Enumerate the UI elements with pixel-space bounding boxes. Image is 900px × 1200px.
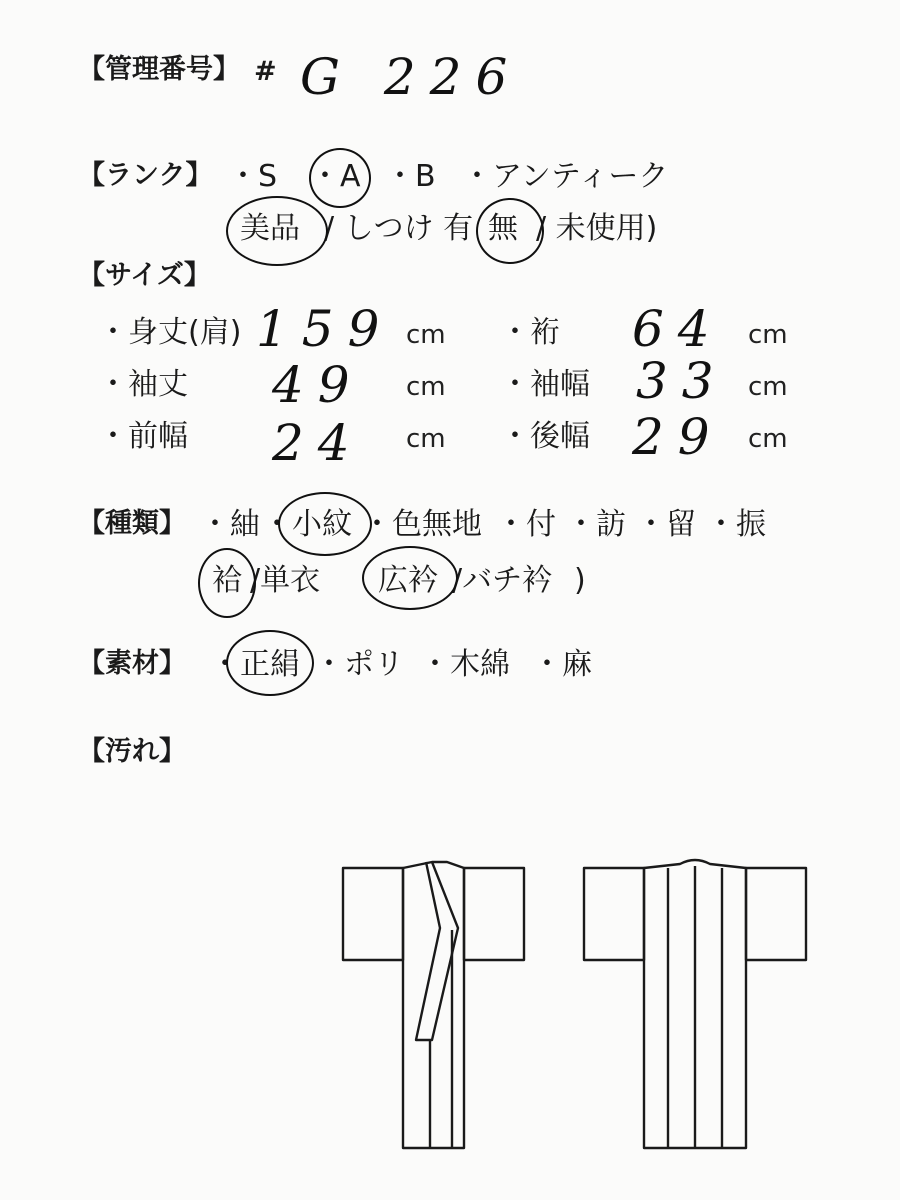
type-option-furi: ・振 [706, 507, 766, 542]
rank-condition-mint: 美品 [240, 211, 300, 246]
material-option-linen: ・麻 [532, 647, 592, 682]
size-name-sleeve-length: ・袖丈 [98, 367, 188, 402]
rank-option-a: ・A [310, 159, 361, 194]
size-name-yuki: ・裄 [500, 315, 560, 350]
size-name-sleeve-width: ・袖幅 [500, 367, 590, 402]
type-option-tsumugi: ・紬 [200, 507, 260, 542]
size-name-back-width: ・後幅 [500, 419, 590, 454]
type-label: 【種類】 [78, 508, 186, 539]
stain-label: 【汚れ】 [78, 736, 186, 767]
type-option-komon: ・小紋 [262, 507, 352, 542]
size-value-yuki: 64 [632, 300, 724, 358]
size-value-sleeve-width: 33 [636, 352, 728, 410]
back-right-sleeve [746, 868, 806, 960]
front-body [403, 862, 464, 1148]
size-unit-sleeve-length: cm [406, 372, 446, 402]
size-value-back-width: 29 [632, 408, 724, 466]
size-name-front-width: ・前幅 [98, 419, 188, 454]
rank-condition-none: 無 [488, 211, 518, 246]
rank-label: 【ランク】 [78, 160, 213, 191]
rank-condition-basting: / しつけ 有 [324, 211, 474, 246]
size-unit-length: cm [406, 320, 446, 350]
management-number: G 226 [300, 48, 522, 106]
rank-condition-unused: / 未使用) [536, 211, 658, 246]
size-unit-sleeve-width: cm [748, 372, 788, 402]
type-option-hiroeri: 広衿 [378, 563, 438, 598]
type-option-houmon: ・訪 [566, 507, 626, 542]
management-hash: # [254, 56, 277, 87]
material-option-poly: ・ポリ [314, 647, 404, 682]
material-option-cotton: ・木綿 [420, 647, 510, 682]
material-option-silk: ・正絹 [210, 647, 300, 682]
kimono-front-view [343, 862, 524, 1148]
type-option-hitoe: /単衣 [250, 563, 321, 598]
type-option-iromuji: ・色無地 [362, 507, 482, 542]
size-value-length: 159 [256, 300, 394, 358]
type-option-tsuke: ・付 [496, 507, 556, 542]
back-left-sleeve [584, 868, 644, 960]
size-value-sleeve-length: 49 [272, 356, 364, 414]
size-name-length: ・身丈(肩) [98, 315, 242, 350]
size-unit-back-width: cm [748, 424, 788, 454]
size-unit-yuki: cm [748, 320, 788, 350]
rank-option-antique: ・アンティーク [462, 159, 669, 194]
rank-option-s: ・S [228, 159, 278, 194]
size-label: 【サイズ】 [78, 260, 211, 291]
rank-option-b: ・B [385, 159, 436, 194]
kimono-back-view [584, 860, 806, 1148]
size-unit-front-width: cm [406, 424, 446, 454]
type-option-tome: ・留 [636, 507, 696, 542]
material-label: 【素材】 [78, 648, 186, 679]
type-option-bachieri: /バチ衿 [452, 563, 553, 598]
type-close-paren: ) [574, 563, 586, 598]
management-label: 【管理番号】 [78, 54, 240, 85]
size-value-front-width: 24 [272, 414, 364, 472]
front-right-sleeve [464, 868, 524, 960]
type-option-awase: 袷 [212, 563, 242, 598]
front-left-sleeve [343, 868, 403, 960]
